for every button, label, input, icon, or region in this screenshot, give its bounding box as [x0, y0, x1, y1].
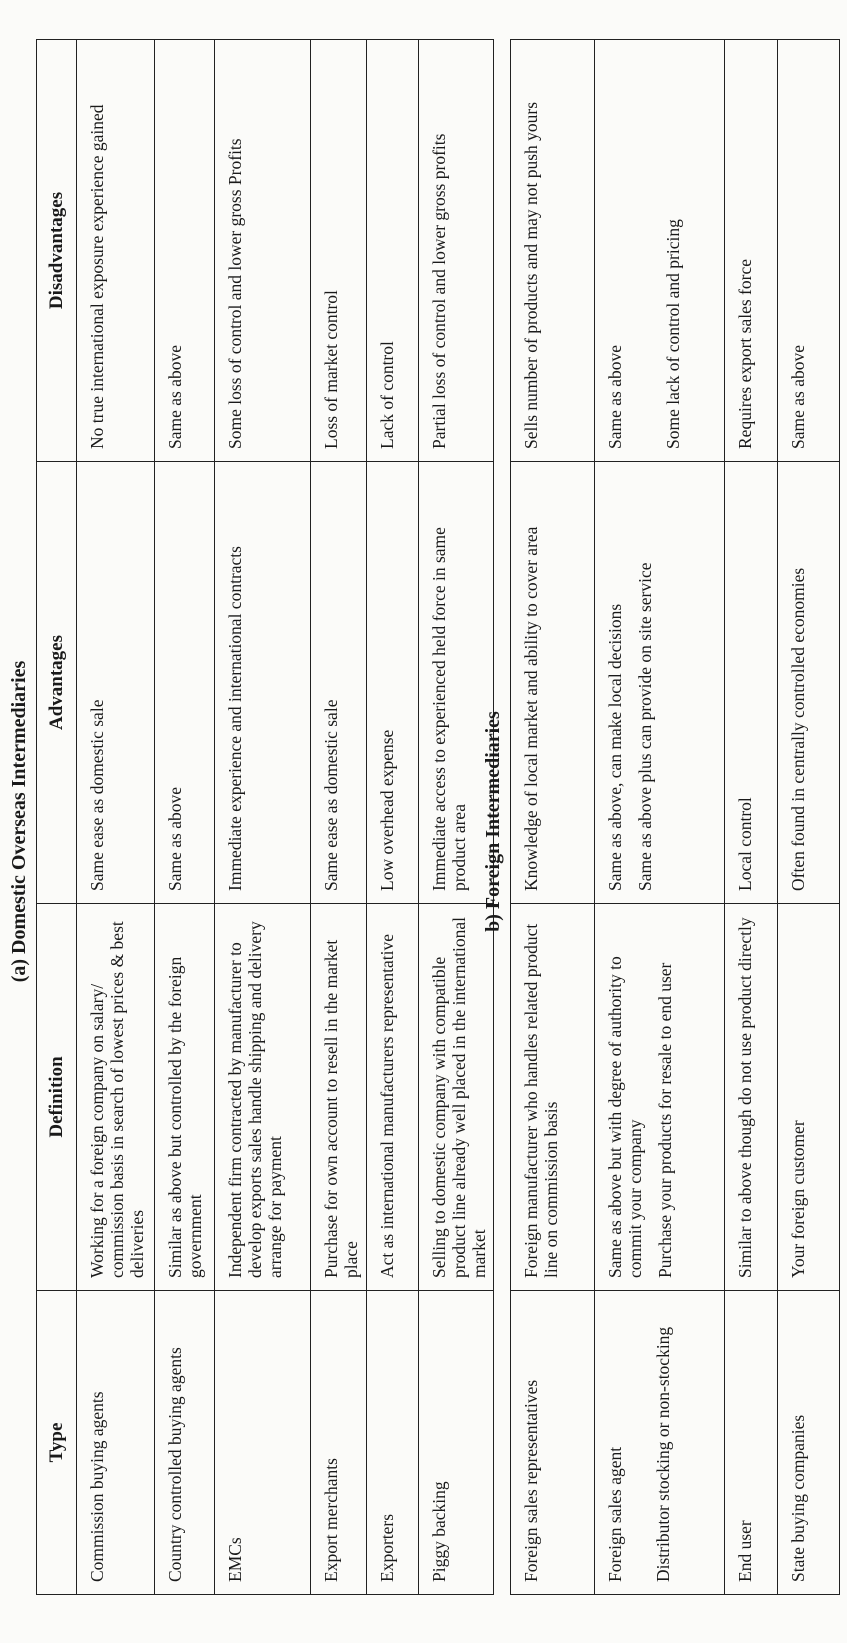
- disadvantages-cell: Some loss of control and lower gross Profits: [215, 40, 311, 462]
- disadvantages-cell: Lack of control: [367, 40, 419, 462]
- table-row: [595, 40, 725, 1595]
- advantages-cell: Immediate experience and international contracts: [215, 462, 311, 904]
- disadvantages-text-secondary: Some lack of control and pricing: [663, 219, 684, 449]
- disadvantages-text: Same as above: [605, 345, 626, 449]
- table-row: [311, 40, 367, 1595]
- table-header-row: [37, 40, 77, 1595]
- disadvantages-cell: Same as above: [778, 40, 840, 462]
- header-definition: Definition: [37, 904, 77, 1291]
- definition-cell: Similar to above though do not use product directly: [724, 904, 777, 1291]
- definition-cell: Foreign manufacturer who handles related product line on commission basis: [511, 904, 595, 1291]
- advantages-cell: Knowledge of local market and ability to cover area: [511, 462, 595, 904]
- table-row: [155, 40, 215, 1595]
- domestic-section-title: (a) Domestic Overseas Intermediaries: [8, 660, 30, 983]
- disadvantages-cell: [595, 40, 725, 462]
- type-cell: [595, 1291, 725, 1595]
- definition-cell: Purchase for own account to resell in the market place: [311, 904, 367, 1291]
- advantages-text-secondary: Same as above plus can provide on site service: [635, 562, 656, 891]
- definition-text: Same as above but with degree of authority to commit your company: [605, 956, 646, 1278]
- definition-cell: Act as international manufacturers representative: [367, 904, 419, 1291]
- header-disadvantages: Disadvantages: [37, 40, 77, 462]
- advantages-text: Same as above, can make local decisions: [605, 603, 626, 891]
- type-cell: Piggy backing: [419, 1291, 494, 1595]
- advantages-cell: Low overhead expense: [367, 462, 419, 904]
- type-cell: End user: [724, 1291, 777, 1595]
- advantages-cell: Immediate access to experienced held force in same product area: [419, 462, 494, 904]
- type-cell: Foreign sales representatives: [511, 1291, 595, 1595]
- table-row: [724, 40, 777, 1595]
- header-type: Type: [37, 1291, 77, 1595]
- type-text: Foreign sales agent: [605, 1446, 626, 1582]
- disadvantages-cell: Sells number of products and may not push yours: [511, 40, 595, 462]
- table-row: [778, 40, 840, 1595]
- disadvantages-cell: Loss of market control: [311, 40, 367, 462]
- definition-cell: Selling to domestic company with compatible product line already well placed in the international market: [419, 904, 494, 1291]
- header-advantages: Advantages: [37, 462, 77, 904]
- type-cell: Exporters: [367, 1291, 419, 1595]
- advantages-cell: Local control: [724, 462, 777, 904]
- disadvantages-cell: No true international exposure experience gained: [77, 40, 155, 462]
- definition-cell: Independent firm contracted by manufacturer to develop exports sales handle shipping and delivery arrange for payment: [215, 904, 311, 1291]
- type-cell: State buying companies: [778, 1291, 840, 1595]
- type-cell: EMCs: [215, 1291, 311, 1595]
- foreign-section-title: b) Foreign Intermediaries: [482, 711, 504, 932]
- table-row: [77, 40, 155, 1595]
- foreign-intermediaries-table: [510, 39, 840, 1595]
- definition-cell: Working for a foreign company on salary/ commission basis in search of lowest prices & best deliveries: [77, 904, 155, 1291]
- table-row: [367, 40, 419, 1595]
- advantages-cell: Same ease as domestic sale: [311, 462, 367, 904]
- table-row: [511, 40, 595, 1595]
- advantages-cell: Same ease as domestic sale: [77, 462, 155, 904]
- definition-cell: [595, 904, 725, 1291]
- disadvantages-cell: Same as above: [155, 40, 215, 462]
- type-text-secondary: Distributor stocking or non-stocking: [653, 1326, 674, 1582]
- type-cell: Commission buying agents: [77, 1291, 155, 1595]
- definition-cell: Similar as above but controlled by the foreign government: [155, 904, 215, 1291]
- domestic-intermediaries-table: [36, 39, 494, 1595]
- advantages-cell: Often found in centrally controlled economies: [778, 462, 840, 904]
- disadvantages-cell: Partial loss of control and lower gross profits: [419, 40, 494, 462]
- disadvantages-cell: Requires export sales force: [724, 40, 777, 462]
- definition-cell: Your foreign customer: [778, 904, 840, 1291]
- advantages-cell: Same as above: [155, 462, 215, 904]
- type-cell: Country controlled buying agents: [155, 1291, 215, 1595]
- advantages-cell: [595, 462, 725, 904]
- definition-text-secondary: Purchase your products for resale to end user: [655, 962, 676, 1278]
- type-cell: Export merchants: [311, 1291, 367, 1595]
- table-row: [215, 40, 311, 1595]
